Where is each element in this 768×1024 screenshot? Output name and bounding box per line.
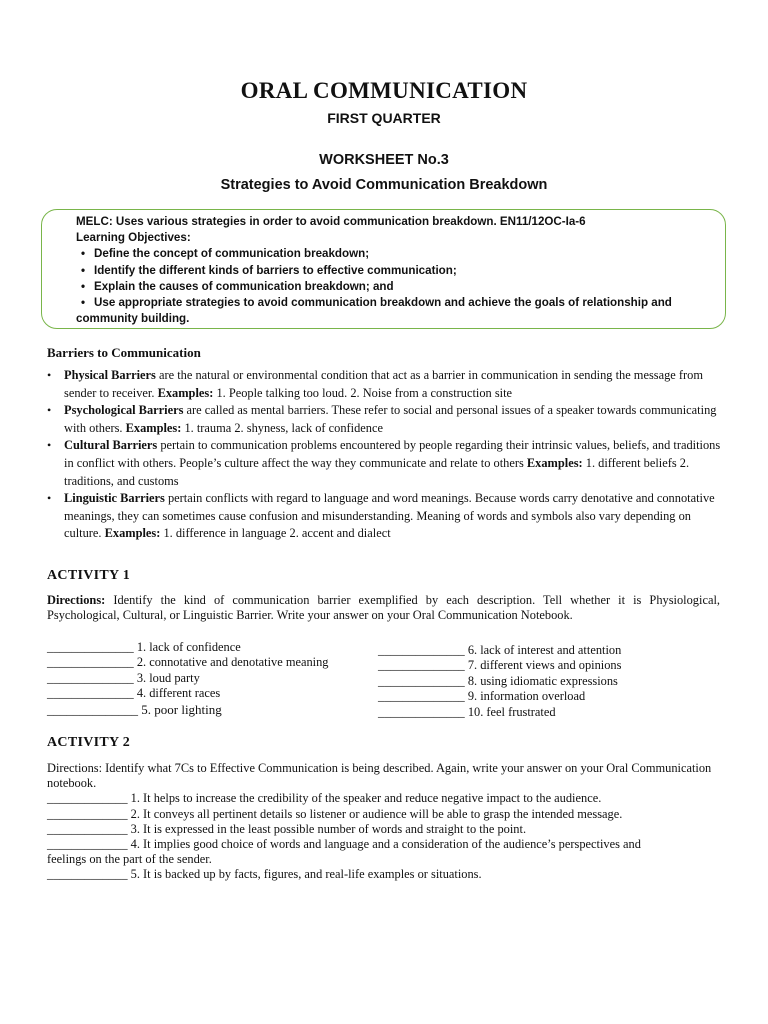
activity2-body [47, 761, 727, 883]
activity1-left-column [47, 640, 328, 717]
barriers-heading: Barriers to Communication [47, 345, 201, 360]
barrier-term: Psychological Barriers [64, 403, 184, 418]
objective-item: • Define the concept of communication breakdown; [94, 246, 715, 262]
objective-item: • Explain the causes of communication breakdown; and [94, 279, 715, 295]
worksheet-number: WORKSHEET No.3 [319, 152, 449, 168]
melc-box [41, 209, 726, 329]
barrier-term: Physical Barriers [64, 368, 156, 382]
answer-item: ______________ 1. lack of confidence [47, 640, 241, 654]
barrier-examples: 1. trauma 2. shyness, lack of confidence [181, 420, 384, 435]
answer-item: ______________ 9. information overload [378, 689, 586, 704]
activity1-title: ACTIVITY 1 [47, 568, 130, 583]
answer-item: ______________ 3. loud party [47, 670, 200, 685]
barrier-psychological [47, 402, 727, 437]
barriers-list [47, 367, 727, 543]
examples-label: Examples: [104, 526, 161, 541]
answer-item: ______________ 10. feel frustrated [378, 704, 556, 719]
barrier-text: pertain conflicts with regard to language and word meanings. Because words carry denotative and connotative meanings, they can sometimes cause confusion and misunderstanding. Meaning of words and symbols also vary depending on culture. [64, 491, 715, 541]
answer-item: ______________ 2. connotative and denotative meaning [47, 655, 329, 670]
barrier-text: are called as mental barriers. These refer to social and personal issues of a speaker towards communicating with others. [64, 403, 717, 435]
directions-label: Directions: [47, 593, 106, 607]
barrier-cultural [47, 437, 727, 490]
objectives-list [76, 246, 715, 311]
barrier-examples: 1. People talking too loud. 2. Noise from a construction site [213, 385, 513, 400]
activity2-directions: Directions: Identify what 7Cs to Effective Communication is being described. Again, write your answer on your Oral Communication notebook. [47, 761, 712, 791]
objective-item: • Identify the different kinds of barriers to effective communication; [94, 263, 715, 279]
activity2-title: ACTIVITY 2 [47, 735, 130, 750]
answer-item: ______________ 5. poor lighting [47, 701, 222, 717]
barrier-term: Linguistic Barriers [64, 491, 165, 506]
answer-item: _____________ 2. It conveys all pertinent details so listener or audience will be able to grasp the intended message. [47, 806, 623, 821]
answer-item: ______________ 8. using idiomatic expressions [378, 673, 618, 688]
quarter-label: FIRST QUARTER [327, 110, 441, 126]
barrier-text: are the natural or environmental condition that act as a barrier in communication in sending the message from sender to receiver. [64, 368, 703, 400]
document-title: ORAL COMMUNICATION [240, 78, 528, 103]
answer-item: ______________ 7. different views and opinions [378, 658, 622, 673]
melc-line: MELC: Uses various strategies in order to avoid communication breakdown. EN11/12OC-Ia-6 [76, 215, 586, 228]
barrier-examples: 1. difference in language 2. accent and dialect [160, 526, 391, 541]
barrier-term: Cultural Barriers [64, 438, 158, 453]
activity1-directions [47, 593, 720, 624]
objective-item: • Use appropriate strategies to avoid communication breakdown and achieve the goals of relationship and [94, 295, 715, 311]
examples-label: Examples: [157, 385, 214, 400]
answer-item: ______________ 4. different races [47, 686, 221, 701]
answer-item: _____________ 5. It is backed up by facts, figures, and real-life examples or situations. [47, 867, 482, 882]
examples-label: Examples: [125, 420, 182, 435]
examples-label: Examples: [526, 455, 583, 470]
objectives-label: Learning Objectives: [76, 231, 191, 245]
barrier-text: pertain to communication problems encountered by people regarding their intrinsic values, beliefs, and traditions in conflict with others. People’s culture affect the way they communicate and relate to others [64, 438, 721, 470]
objective-continuation: community building. [76, 312, 190, 326]
barrier-physical [47, 367, 727, 402]
answer-item: _____________ 4. It implies good choice of words and language and a consideration of the audience’s perspectives and [47, 837, 641, 852]
answer-item: ______________ 6. lack of interest and attention [378, 643, 622, 657]
barrier-examples: 1. different beliefs 2. traditions, and customs [64, 455, 690, 488]
answer-item: _____________ 1. It helps to increase the credibility of the speaker and reduce negative impact to the audience. [47, 791, 602, 806]
directions-text: Identify the kind of communication barrier exemplified by each description. Tell whether it is Physiological, Psychological, Cultural, or Linguistic Barrier. Write your answer on your Oral Communication Notebook. [47, 593, 720, 623]
activity1-right-column [378, 643, 621, 720]
answer-item-continuation: feelings on the part of the sender. [47, 852, 212, 867]
barrier-linguistic [47, 490, 727, 543]
worksheet-topic: Strategies to Avoid Communication Breakdown [220, 177, 548, 193]
answer-item: _____________ 3. It is expressed in the least possible number of words and straight to the point. [47, 821, 527, 836]
